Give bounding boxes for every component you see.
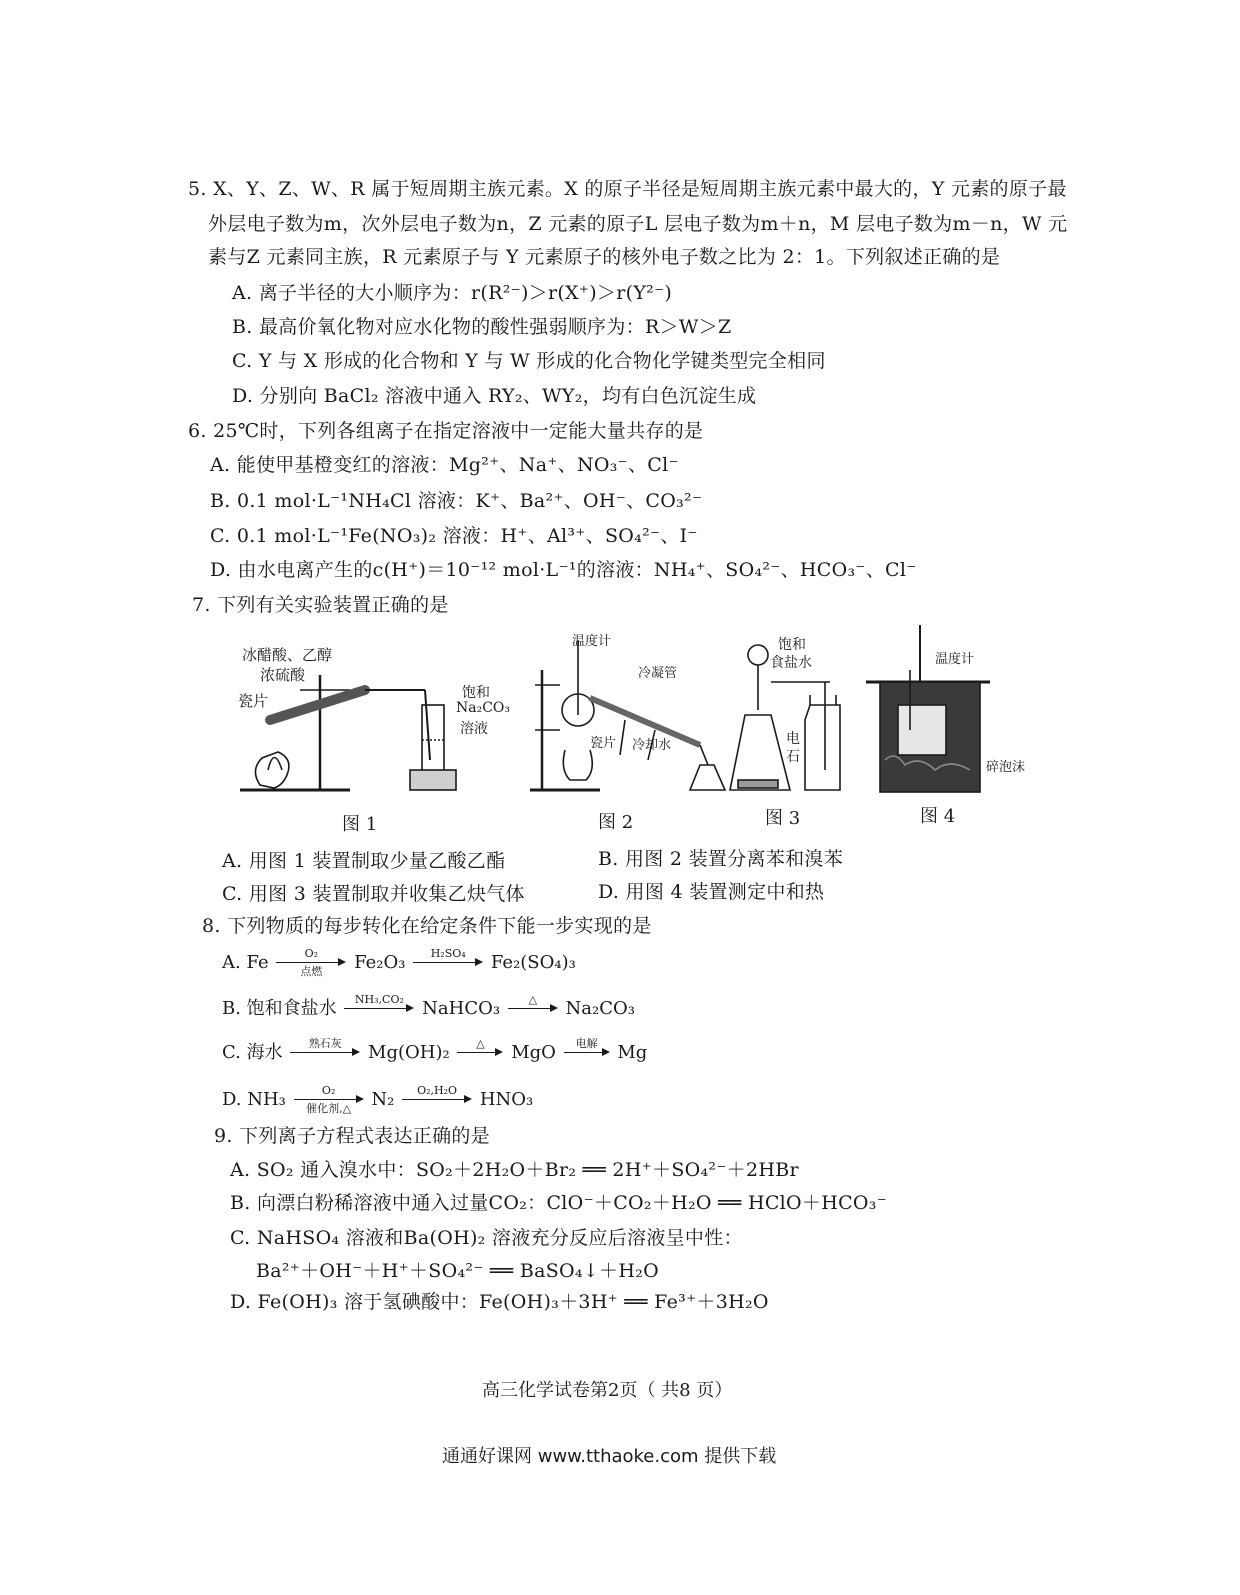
q8d-arrow-2: O₂,H₂O (402, 1085, 472, 1115)
q8a-arrow-2: H₂SO₄ (413, 948, 483, 978)
fig3-label-brine-1: 饱和 (778, 637, 806, 653)
q6-option-a: A. 能使甲基橙变红的溶液：Mg²⁺、Na⁺、NO₃⁻、Cl⁻ (210, 454, 679, 476)
fig1-label-reagents-1: 冰醋酸、乙醇 (242, 646, 333, 664)
fig2-label-cooling-water: 冷却水 (632, 738, 672, 753)
q7-apparatus-figures (230, 620, 1030, 840)
download-credit: 通通好课网 www.tthaoke.com 提供下载 (442, 1446, 777, 1467)
q8c-arrow-1: 熟石灰 (290, 1038, 360, 1068)
q8d-product-2: HNO₃ (479, 1089, 534, 1110)
q6-stem: 6. 25℃时，下列各组离子在指定溶液中一定能大量共存的是 (188, 420, 704, 442)
q5-stem-line3: 素与Z 元素同主族，R 元素原子与 Y 元素原子的核外电子数之比为 2：1。下列叙述正确的是 (208, 246, 1001, 268)
q9-option-a: A. SO₂ 通入溴水中：SO₂＋2H₂O＋Br₂ ══ 2H⁺＋SO₄²⁻＋2HBr (230, 1159, 799, 1181)
q8b-arrow-2: △ (508, 994, 558, 1024)
fig1-label-saturated-1: 饱和 (462, 685, 490, 701)
fig1-caption: 图 1 (342, 814, 378, 835)
fig2-label-chips: 瓷片 (590, 736, 617, 751)
q8b-product-1: NaHCO₃ (422, 998, 501, 1019)
q6-option-d: D. 由水电离产生的c(H⁺)＝10⁻¹² mol·L⁻¹的溶液：NH₄⁺、SO₄²⁻、HCO₃⁻、Cl⁻ (210, 559, 917, 581)
figure-2-drawing (530, 640, 725, 790)
q8b-arrow-1: NH₃,CO₂ (344, 994, 414, 1024)
fig3-label-carbide-2: 石 (786, 749, 800, 765)
q5-option-c: C. Y 与 X 形成的化合物和 Y 与 W 形成的化合物化学键类型完全相同 (232, 350, 826, 372)
q8-stem: 8. 下列物质的每步转化在给定条件下能一步实现的是 (202, 915, 652, 937)
q5-stem-line2: 外层电子数为m，次外层电子数为n，Z 元素的原子L 层电子数为m＋n，M 层电子数为m－n，W 元 (208, 213, 1068, 235)
q8c-arrow-3: 电解 (564, 1038, 610, 1068)
q7-option-a: A. 用图 1 装置制取少量乙酸乙酯 (222, 850, 506, 872)
figure-1-drawing (240, 675, 456, 790)
q8-option-b (222, 994, 635, 1024)
q5-stem-line1: 5. X、Y、Z、W、R 属于短周期主族元素。X 的原子半径是短周期主族元素中最大的，Y 元素的原子最 (188, 178, 1067, 200)
fig2-caption: 图 2 (598, 812, 634, 833)
fig1-label-saturated-2: Na₂CO₃ (456, 700, 511, 716)
q5-option-b: B. 最高价氧化物对应水化物的酸性强弱顺序为：R＞W＞Z (232, 316, 732, 338)
fig2-label-condenser: 冷凝管 (638, 666, 678, 681)
fig1-label-chips: 瓷片 (238, 692, 269, 710)
q8c-product-2: MgO (511, 1042, 556, 1063)
q8a-start: A. Fe (222, 952, 269, 973)
q8a-product-2: Fe₂(SO₄)₃ (490, 952, 576, 973)
fig3-label-carbide-1: 电 (786, 731, 800, 747)
apparatus-diagrams-svg (230, 620, 1030, 840)
fig4-label-thermometer: 温度计 (935, 652, 975, 667)
q7-stem: 7. 下列有关实验装置正确的是 (192, 594, 449, 616)
q8c-product-3: Mg (617, 1042, 648, 1063)
q6-option-b: B. 0.1 mol·L⁻¹NH₄Cl 溶液：K⁺、Ba²⁺、OH⁻、CO₃²⁻ (210, 490, 703, 512)
fig4-caption: 图 4 (920, 806, 956, 827)
q8c-start: C. 海水 (222, 1042, 283, 1063)
q7-option-b: B. 用图 2 装置分离苯和溴苯 (598, 848, 844, 870)
q7-option-c: C. 用图 3 装置制取并收集乙炔气体 (222, 883, 525, 905)
q8-option-d (222, 1085, 533, 1115)
page-number-label: 高三化学试卷第2页（ 共8 页） (482, 1380, 733, 1401)
q6-option-c: C. 0.1 mol·L⁻¹Fe(NO₃)₂ 溶液：H⁺、Al³⁺、SO₄²⁻、I⁻ (210, 525, 698, 547)
q8-option-c (222, 1038, 647, 1068)
fig2-label-thermometer: 温度计 (572, 634, 612, 649)
fig1-label-reagents-2: 浓硫酸 (260, 666, 306, 684)
q5-option-d: D. 分别向 BaCl₂ 溶液中通入 RY₂、WY₂，均有白色沉淀生成 (232, 385, 757, 407)
fig3-label-brine-2: 食盐水 (770, 655, 812, 671)
fig3-caption: 图 3 (765, 808, 801, 829)
q8c-arrow-2: △ (457, 1038, 503, 1068)
fig1-label-saturated-3: 溶液 (460, 721, 488, 737)
q8a-arrow-1: O₂ 点燃 (276, 948, 346, 978)
q8d-start: D. NH₃ (222, 1089, 286, 1110)
q9-option-b: B. 向漂白粉稀溶液中通入过量CO₂：ClO⁻＋CO₂＋H₂O ══ HClO＋HCO₃⁻ (230, 1192, 888, 1214)
q7-option-d: D. 用图 4 装置测定中和热 (598, 881, 825, 903)
q8a-product-1: Fe₂O₃ (354, 952, 406, 973)
q9-stem: 9. 下列离子方程式表达正确的是 (214, 1125, 490, 1147)
q9-option-d: D. Fe(OH)₃ 溶于氢碘酸中：Fe(OH)₃＋3H⁺ ══ Fe³⁺＋3H₂O (230, 1291, 769, 1313)
q9-option-c-line1: C. NaHSO₄ 溶液和Ba(OH)₂ 溶液充分反应后溶液呈中性： (230, 1227, 743, 1249)
q8-option-a (222, 948, 576, 978)
q9-option-c-line2: Ba²⁺＋OH⁻＋H⁺＋SO₄²⁻ ══ BaSO₄↓＋H₂O (256, 1260, 660, 1282)
q8b-start: B. 饱和食盐水 (222, 998, 337, 1019)
q5-option-a: A. 离子半径的大小顺序为：r(R²⁻)＞r(X⁺)＞r(Y²⁻) (232, 282, 673, 304)
q8d-arrow-1: O₂ 催化剂,△ (294, 1085, 364, 1115)
fig4-label-foam: 碎泡沫 (986, 760, 1026, 775)
q8b-product-2: Na₂CO₃ (565, 998, 635, 1019)
q8d-product-1: N₂ (371, 1089, 395, 1110)
q8c-product-1: Mg(OH)₂ (368, 1042, 450, 1063)
